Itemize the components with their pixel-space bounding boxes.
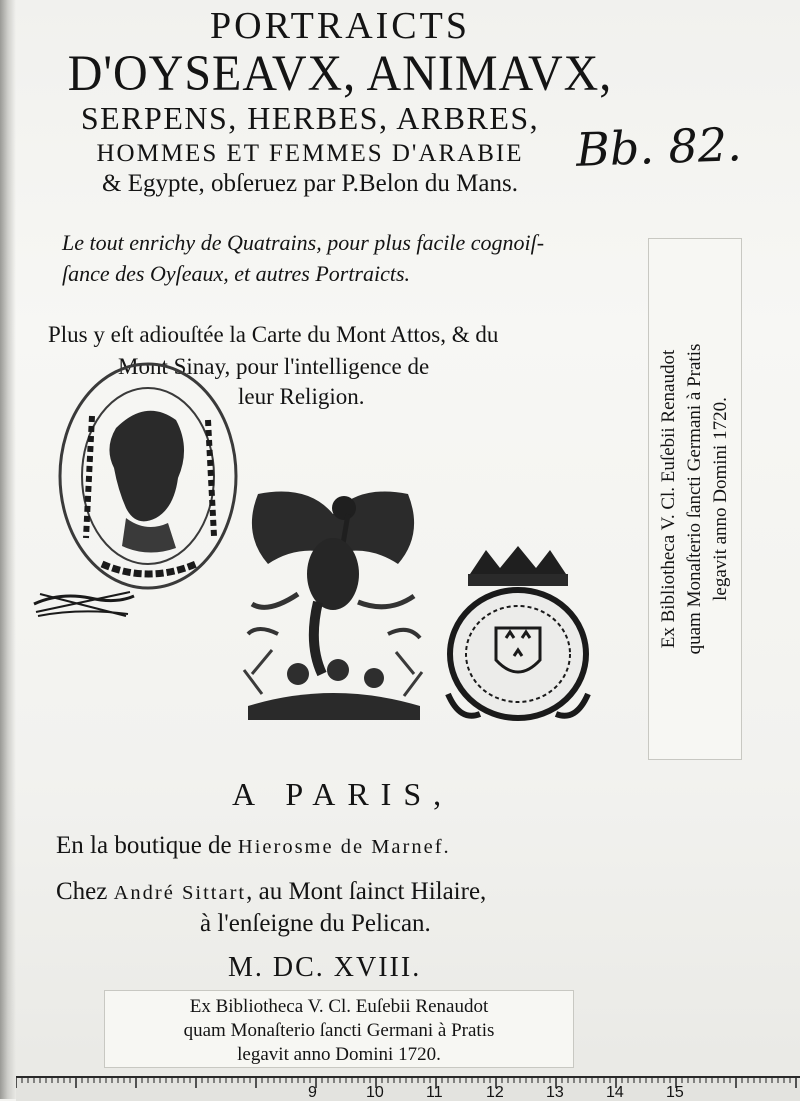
imprint-date: M. DC. XVIII. [228,952,422,983]
bookplate-bottom-line-1: Ex Bibliotheca V. Cl. Euſebii Renaudot [189,996,489,1017]
imprint-line-1-prefix: En la boutique de [56,832,238,859]
bookplate-side-line-3: legavit anno Domini 1720. [710,397,731,601]
measuring-ruler [16,1076,800,1101]
addition-line-3: leur Religion. [238,384,365,409]
shelfmark: Bb. 82. [575,117,743,177]
printer-name: Hierosme de Marnef. [237,836,451,858]
addition-line-2: Mont Sinay, pour l'intelligence de [118,354,430,379]
ruler-label-14: 14 [606,1084,624,1101]
ruler-label-10: 10 [366,1084,384,1101]
imprint-line-2 [56,878,486,906]
imprint-line-2-suffix: , au Mont ſainct Hilaire, [246,878,487,905]
coat-of-arms-stamp-icon [440,544,595,724]
imprint-place: A PARIS, [232,776,454,812]
pelican-printer-mark-icon [238,474,428,722]
library-stamp-icon [56,358,246,593]
title-line-3: SERPENS, HERBES, ARBRES, [80,100,540,136]
title-line-4: HOMMES ET FEMMES D'ARABIE [96,140,524,167]
bookseller-name: André Sittart [113,882,247,904]
page-edge-shadow [0,0,16,1099]
ruler-label-9: 9 [308,1084,317,1101]
title-line-1: PORTRAICTS [210,5,470,47]
bookplate-side-line-1: Ex Bibliotheca V. Cl. Euſebii Renaudot [658,349,679,649]
imprint-line-3: à l'enſeigne du Pelican. [200,910,431,937]
title-line-5: & Egypte, obſeruez par P.Belon du Mans. [102,170,518,197]
bookplate-bottom-line-3: legavit anno Domini 1720. [237,1044,441,1065]
imprint-line-1 [56,832,451,860]
ruler-label-12: 12 [486,1084,504,1101]
bookplate-bottom [104,990,574,1068]
imprint-line-2-prefix: Chez [56,878,114,905]
bookplate-side-line-2: quam Monaſterio ſancti Germani à Pratis [684,343,705,655]
title-line-2: D'OYSEAVX, ANIMAVX, [67,45,613,102]
bookplate-bottom-line-2: quam Monaſterio ſancti Germani à Pratis [183,1020,495,1041]
subtitle-line-2: ſance des Oyſeaux, et autres Portraicts. [62,261,411,286]
struck-out-mark-icon [30,586,140,622]
bookplate-vertical [648,238,742,760]
addition-line-1: Plus y eſt adiouſtée la Carte du Mont Attos, & du [48,322,499,347]
ruler-label-15: 15 [666,1084,684,1101]
ruler-label-13: 13 [546,1084,564,1101]
subtitle-line-1: Le tout enrichy de Quatrains, pour plus facile cognoiſ- [62,230,545,255]
ruler-label-11: 11 [426,1084,443,1101]
